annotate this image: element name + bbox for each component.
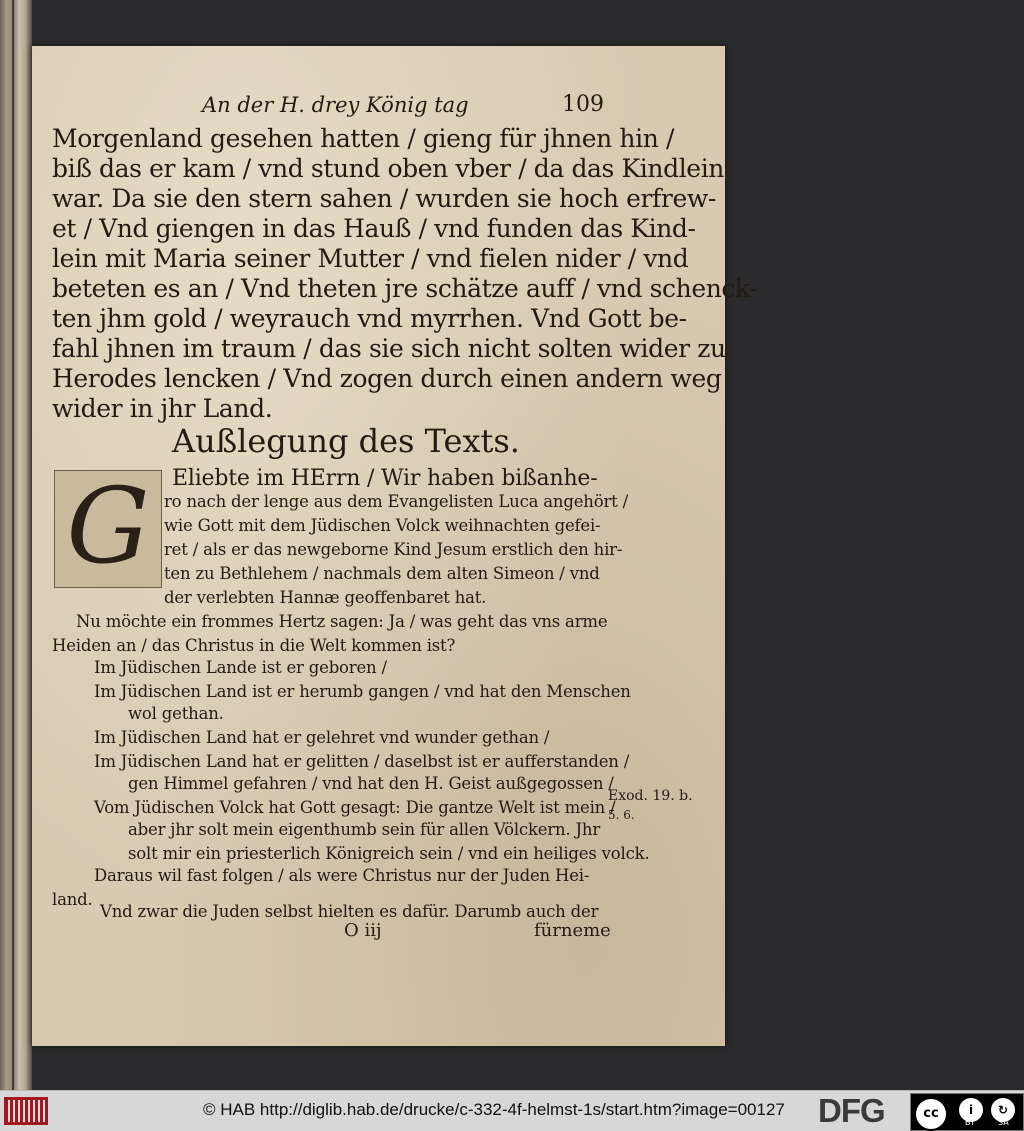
cc-icon: cc — [914, 1097, 948, 1131]
previous-page-edge — [0, 0, 32, 1090]
para-line: Im Jüdischen Land hat er gelehret vnd wunder gethan / — [94, 728, 550, 747]
para-line: solt mir ein priesterlich Königreich sein / vnd ein heiliges volck. — [128, 844, 650, 863]
para-line: Heiden an / das Christus in die Welt kommen ist? — [52, 636, 456, 655]
drop-cap-letter: G — [66, 465, 150, 587]
drop-cap-initial — [54, 465, 162, 588]
body-line: war. Da sie den stern sahen / wurden sie hoch erfrew- — [52, 184, 716, 213]
margin-note: Exod. 19. b. — [608, 788, 693, 804]
para-line: Daraus wil fast folgen / als were Christus nur der Juden Hei- — [94, 866, 590, 885]
body-line: fahl jhnen im traum / das sie sich nicht solten wider zu — [52, 334, 726, 363]
para-line: land. — [52, 890, 93, 909]
sa-label: SA — [998, 1118, 1009, 1127]
body-line: Herodes lencken / Vnd zogen durch einen andern weg — [52, 364, 722, 393]
para-line: Vom Jüdischen Volck hat Gott gesagt: Die gantze Welt ist mein / — [94, 798, 616, 817]
para-line: Im Jüdischen Lande ist er geboren / — [94, 658, 387, 677]
intro-line: ten zu Bethlehem / nachmals dem alten Simeon / vnd — [164, 564, 600, 583]
creative-commons-badge[interactable] — [910, 1093, 1024, 1131]
para-line: aber jhr solt mein eigenthumb sein für allen Völckern. Jhr — [128, 820, 601, 839]
body-line: wider in jhr Land. — [52, 394, 273, 423]
body-line: biß das er kam / vnd stund oben vber / da das Kindlein — [52, 154, 724, 183]
para-line: Im Jüdischen Land hat er gelitten / daselbst ist er aufferstanden / — [94, 752, 630, 771]
para-line: Vnd zwar die Juden selbst hielten es dafür. Darumb auch der — [100, 902, 599, 921]
dfg-logo[interactable]: DFG — [818, 1092, 885, 1129]
intro-line: wie Gott mit dem Jüdischen Volck weihnachten gefei- — [164, 516, 601, 535]
margin-note: 5. 6. — [608, 808, 635, 822]
body-line: Morgenland gesehen hatten / gieng für jhnen hin / — [52, 124, 674, 153]
intro-line: ret / als er das newgeborne Kind Jesum erstlich den hir- — [164, 540, 623, 559]
body-line: beteten es an / Vnd theten jre schätze auff / vnd schenck- — [52, 274, 758, 303]
by-attribution-icon: i — [959, 1098, 983, 1122]
section-heading: Außlegung des Texts. — [172, 422, 520, 460]
page-number: 109 — [562, 92, 604, 117]
para-line: gen Himmel gefahren / vnd hat den H. Geist außgegossen / — [128, 774, 614, 793]
body-line: ten jhm gold / weyrauch vnd myrrhen. Vnd Gott be- — [52, 304, 687, 333]
para-line: Im Jüdischen Land ist er herumb gangen / vnd hat den Menschen — [94, 682, 631, 701]
body-line: lein mit Maria seiner Mutter / vnd fielen nider / vnd — [52, 244, 689, 273]
hab-logo-icon[interactable] — [4, 1097, 48, 1125]
catchword: fürneme — [534, 920, 611, 941]
para-line: wol gethan. — [128, 704, 224, 723]
running-header: An der H. drey König tag — [202, 93, 469, 117]
book-page — [32, 46, 758, 1046]
intro-line: Eliebte im HErrn / Wir haben bißanhe- — [172, 466, 598, 491]
para-line: Nu möchte ein frommes Hertz sagen: Ja / was geht das vns arme — [76, 612, 608, 631]
share-alike-icon: ↻ — [991, 1098, 1015, 1122]
footer-bar — [0, 1090, 1024, 1131]
body-line: et / Vnd giengen in das Hauß / vnd funden das Kind- — [52, 214, 696, 243]
by-label: BY — [965, 1118, 975, 1127]
signature-mark: O iij — [344, 920, 382, 941]
copyright-link[interactable]: © HAB http://diglib.hab.de/drucke/c-332-4f-helmst-1s/start.htm?image=00127 — [203, 1100, 785, 1119]
intro-line: ro nach der lenge aus dem Evangelisten Luca angehört / — [164, 492, 628, 511]
intro-line: der verlebten Hannæ geoffenbaret hat. — [164, 588, 487, 607]
